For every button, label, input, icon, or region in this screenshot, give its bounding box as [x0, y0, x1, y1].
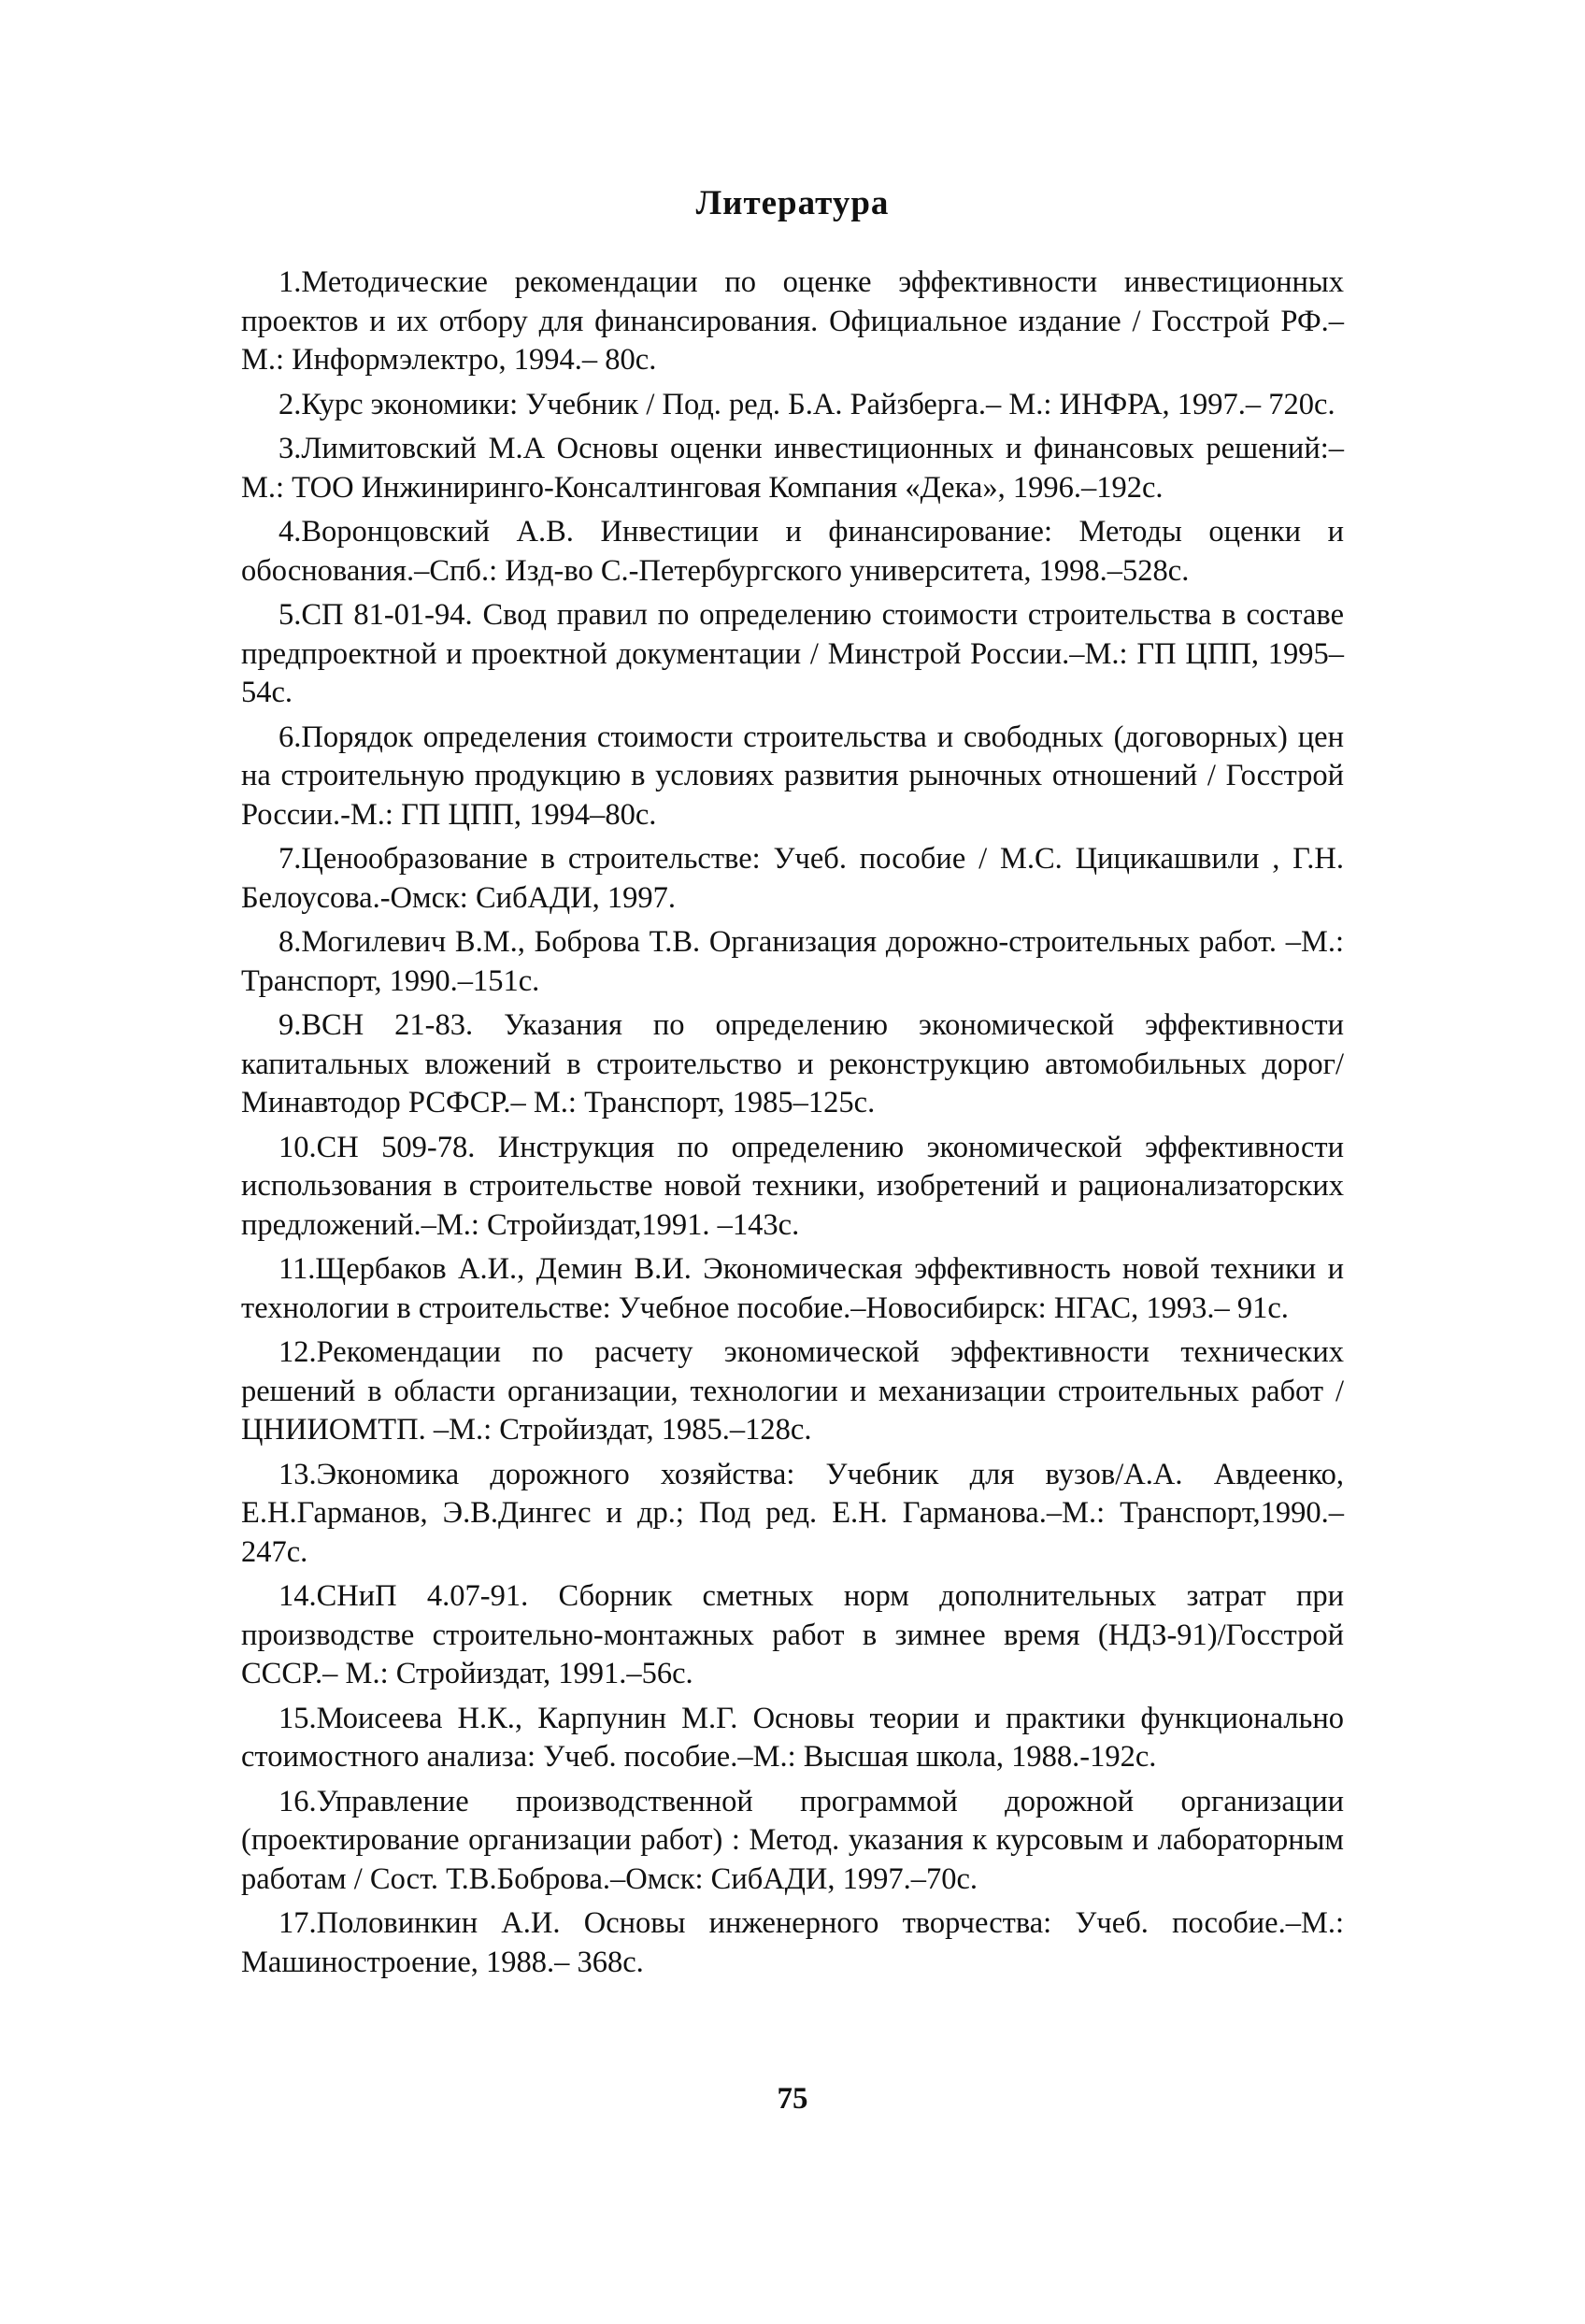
page-number: 75	[777, 2082, 808, 2116]
reference-item-12: 12.Рекомендации по расчету экономической эффективности технических решений в области организации, технологии и механизации строительных работ / ЦНИИОМТП. –М.: Стройиздат, 1985.–128с.	[241, 1335, 1344, 1447]
reference-item-4: 4.Воронцовский А.В. Инвестиции и финансирование: Методы оценки и обоснования.–Спб.: Изд-во С.-Петербургского университета, 1998.–528с.	[241, 515, 1344, 588]
reference-item-7: 7.Ценообразование в строительстве: Учеб. пособие / М.С. Цицикашвили , Г.Н. Белоусова.-Омск: СибАДИ, 1997.	[241, 842, 1344, 915]
reference-item-15: 15.Моисеева Н.К., Карпунин М.Г. Основы теории и практики функционально стоимостного анализа: Учеб. пособие.–М.: Высшая школа, 1988.-192с.	[241, 1701, 1344, 1774]
reference-item-13: 13.Экономика дорожного хозяйства: Учебник для вузов/А.А. Авдеенко, Е.Н.Гарманов, Э.В.Дингес и др.; Под ред. Е.Н. Гарманова.–М.: Транспорт,1990.–247с.	[241, 1457, 1344, 1569]
reference-item-3: 3.Лимитовский М.А Основы оценки инвестиционных и финансовых решений:–М.: ТОО Инжиниринго-Консалтинговая Компания «Дека», 1996.–192с.	[241, 432, 1344, 505]
reference-item-14: 14.СНиП 4.07-91. Сборник сметных норм дополнительных затрат при производстве строительно-монтажных работ в зимнее время (НДЗ-91)/Госстрой СССР.– М.: Стройиздат, 1991.–56с.	[241, 1579, 1344, 1690]
reference-item-17: 17.Половинкин А.И. Основы инженерного творчества: Учеб. пособие.–М.: Машиностроение, 1988.– 368с.	[241, 1906, 1344, 1979]
reference-item-2: 2.Курс экономики: Учебник / Под. ред. Б.А. Райзберга.– М.: ИНФРА, 1997.– 720с.	[278, 387, 1335, 421]
page-title: Литература	[695, 184, 890, 222]
reference-item-9: 9.ВСН 21-83. Указания по определению экономической эффективности капитальных вложений в строительство и реконструкцию автомобильных дорог/ Минавтодор РСФСР.– М.: Транспорт, 1985–125с.	[241, 1008, 1344, 1119]
reference-item-6: 6.Порядок определения стоимости строительства и свободных (договорных) цен на строительную продукцию в условиях развития рыночных отношений / Госстрой России.-М.: ГП ЦПП, 1994–80с.	[241, 720, 1344, 832]
reference-item-10: 10.СН 509-78. Инструкция по определению экономической эффективности использования в строительстве новой техники, изобретений и рационализаторских предложений.–М.: Стройиздат,1991. –143с.	[241, 1130, 1344, 1242]
reference-item-8: 8.Могилевич В.М., Боброва Т.В. Организация дорожно-строительных работ. –М.: Транспорт, 1990.–151с.	[241, 925, 1344, 998]
reference-item-5: 5.СП 81-01-94. Свод правил по определению стоимости строительства в составе предпроектной и проектной документации / Минстрой России.–М.: ГП ЦПП, 1995–54с.	[241, 598, 1344, 709]
reference-list	[241, 264, 1344, 1988]
reference-item-1: 1.Методические рекомендации по оценке эффективности инвестиционных проектов и их отбору для финансирования. Официальное издание / Госстрой РФ.– М.: Информэлектро, 1994.– 80с.	[241, 265, 1344, 377]
reference-item-16: 16.Управление производственной программой дорожной организации (проектирование организации работ) : Метод. указания к курсовым и лабораторным работам / Сост. Т.В.Боброва.–Омск: СибАДИ, 1997.–70с.	[241, 1784, 1344, 1896]
reference-item-11: 11.Щербаков А.И., Демин В.И. Экономическая эффективность новой техники и технологии в строительстве: Учебное пособие.–Новосибирск: НГАС, 1993.– 91с.	[241, 1252, 1344, 1325]
